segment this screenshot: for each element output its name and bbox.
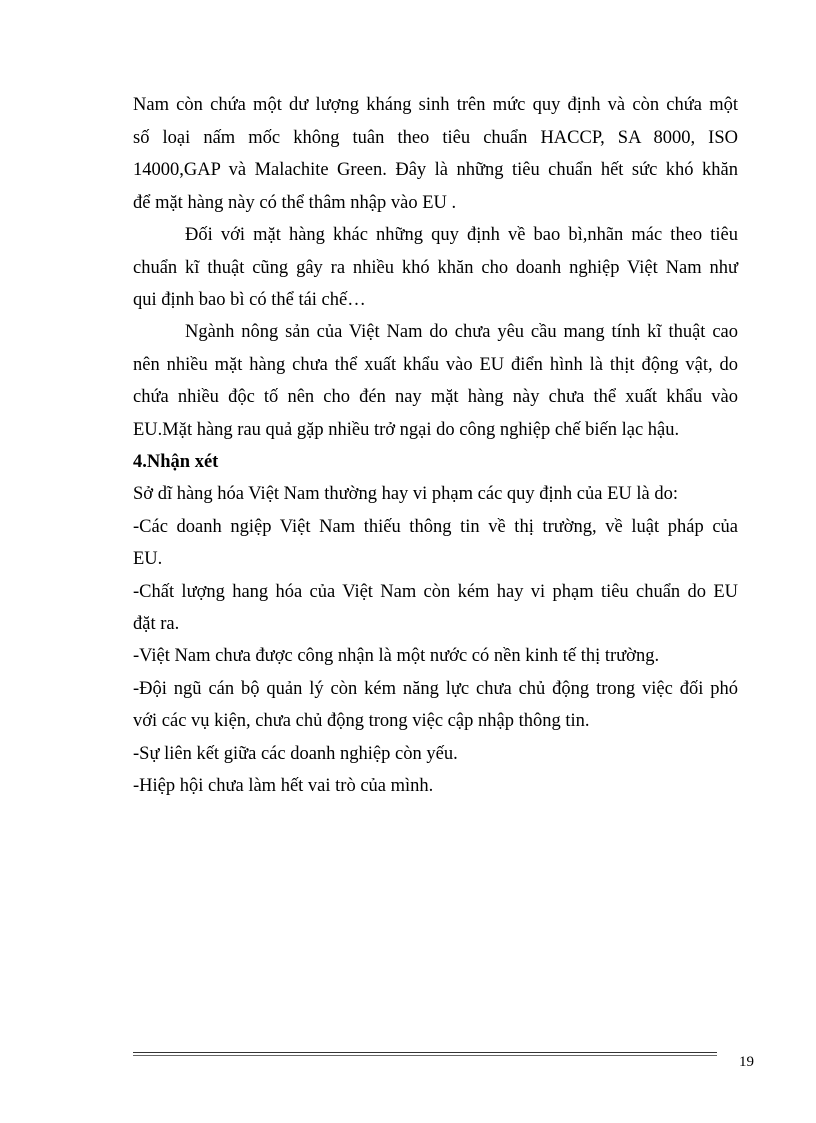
text-line: nên nhiều mặt hàng chưa thể xuất khẩu vào EU điển hình là thịt động vật, do bbox=[133, 355, 738, 375]
text-line: chứa nhiều độc tố nên cho đén nay mặt hàng này chưa thể xuất khẩu vào bbox=[133, 387, 738, 407]
footer-rule bbox=[133, 1052, 717, 1056]
text-line: EU.Mặt hàng rau quả gặp nhiều trở ngại do công nghiệp chế biến lạc hậu. bbox=[133, 420, 680, 440]
text-line: EU. bbox=[133, 549, 163, 569]
list-item: -Hiệp hội chưa làm hết vai trò của mình. bbox=[133, 776, 434, 796]
list-item: -Chất lượng hang hóa của Việt Nam còn kém hay vi phạm tiêu chuẩn do EU bbox=[133, 582, 738, 602]
text-line: đặt ra. bbox=[133, 614, 180, 634]
list-item: -Các doanh ngiệp Việt Nam thiếu thông tin về thị trường, về luật pháp của bbox=[133, 517, 738, 537]
text-line: qui định bao bì có thể tái chế… bbox=[133, 290, 366, 310]
text-line: Đối với mặt hàng khác những quy định về bao bì,nhãn mác theo tiêu bbox=[185, 225, 738, 245]
page-number: 19 bbox=[739, 1054, 754, 1070]
list-item: -Việt Nam chưa được công nhận là một nước có nền kinh tế thị trường. bbox=[133, 646, 660, 666]
list-item: -Sự liên kết giữa các doanh nghiệp còn yếu. bbox=[133, 744, 458, 764]
text-line: Sở dĩ hàng hóa Việt Nam thường hay vi phạm các quy định của EU là do: bbox=[133, 484, 679, 504]
text-line: Ngành nông sản của Việt Nam do chưa yêu cầu mang tính kĩ thuật cao bbox=[185, 322, 738, 342]
section-heading: 4.Nhận xét bbox=[133, 452, 219, 472]
text-line: để mặt hàng này có thể thâm nhập vào EU . bbox=[133, 193, 457, 213]
text-line: số loại nấm mốc không tuân theo tiêu chuẩn HACCP, SA 8000, ISO bbox=[133, 128, 738, 148]
text-line: với các vụ kiện, chưa chủ động trong việc cập nhập thông tin. bbox=[133, 711, 590, 731]
text-line: 14000,GAP và Malachite Green. Đây là những tiêu chuẩn hết sức khó khăn bbox=[133, 160, 738, 180]
list-item: -Đội ngũ cán bộ quản lý còn kém năng lực chưa chủ động trong việc đối phó bbox=[133, 679, 738, 699]
text-line: Nam còn chứa một dư lượng kháng sinh trên mức quy định và còn chứa một bbox=[133, 95, 738, 115]
text-line: chuẩn kĩ thuật cũng gây ra nhiều khó khăn cho doanh nghiệp Việt Nam như bbox=[133, 258, 738, 278]
